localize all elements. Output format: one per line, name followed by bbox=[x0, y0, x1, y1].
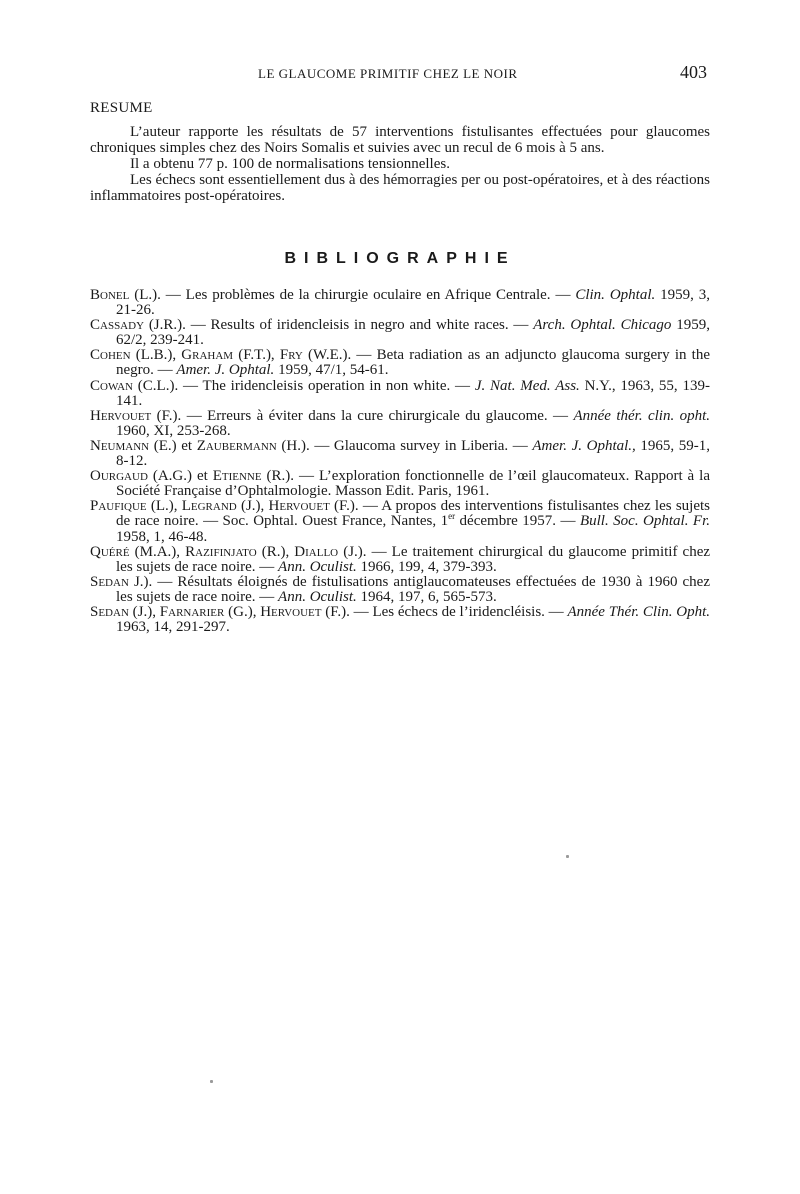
entry-initials: (J.), bbox=[236, 498, 269, 515]
entry-author: Zaubermann bbox=[196, 437, 277, 454]
entry-text: — Les échecs de l’iridencléisis. — bbox=[349, 603, 568, 620]
entry-initials: (E.) et bbox=[149, 437, 197, 454]
print-speck bbox=[210, 1080, 213, 1083]
entry-reference: 1960, XI, 253-268. bbox=[116, 422, 231, 439]
entry-reference: 1959, 47/1, 54-61. bbox=[274, 362, 389, 379]
entry-author: Hervouet bbox=[90, 407, 152, 424]
bibliography-entry bbox=[90, 469, 710, 499]
entry-journal: J. Nat. Med. Ass. bbox=[474, 377, 580, 394]
bibliography-entry bbox=[90, 499, 710, 544]
entry-initials: (R.), bbox=[256, 543, 295, 560]
bibliography-entry bbox=[90, 439, 710, 469]
entry-journal: Année Thér. Clin. Opht. bbox=[567, 603, 710, 620]
entry-author: Etienne bbox=[212, 468, 262, 485]
entry-journal: Amer. J. Ophtal. bbox=[176, 362, 275, 379]
entry-text: — Erreurs à éviter dans la cure chirurgicale du glaucome. — bbox=[181, 407, 574, 424]
bibliography-entry bbox=[90, 605, 710, 635]
print-speck bbox=[566, 855, 569, 858]
entry-reference: 1966, 199, 4, 379-393. bbox=[356, 558, 497, 575]
bibliography-entry bbox=[90, 379, 710, 409]
entry-initials: (R.). bbox=[261, 468, 295, 485]
resume-paragraph: L’auteur rapporte les résultats de 57 interventions fistulisantes effectuées pour glaucomes chroniques simples chez des Noirs Somalis et suivies avec un recul de 6 mois à 5 ans. bbox=[90, 124, 710, 156]
entry-text: — Results of iridencleisis in negro and white races. — bbox=[185, 317, 534, 334]
entry-initials: (J.R.). bbox=[144, 317, 186, 334]
entry-author: Fry bbox=[279, 347, 303, 364]
entry-author: Cassady bbox=[90, 317, 145, 334]
entry-reference: 1964, 197, 6, 565-573. bbox=[356, 588, 497, 605]
entry-author: Neumann bbox=[90, 437, 150, 454]
entry-initials: (A.G.) et bbox=[147, 468, 213, 485]
entry-initials: (J.). bbox=[338, 543, 367, 560]
entry-author: Paufique bbox=[90, 498, 147, 515]
entry-author: Razifinjato bbox=[185, 543, 257, 560]
entry-text: — A propos des interventions fistulisantes chez les sujets de race noire. — Soc. Ophtal. Ouest France, Nantes, 1 bbox=[116, 498, 710, 530]
bibliography-entry bbox=[90, 575, 710, 605]
entry-author: Farnarier bbox=[159, 603, 225, 620]
entry-initials: (L.B.), bbox=[130, 347, 182, 364]
entry-reference: 1958, 1, 46-48. bbox=[116, 528, 208, 545]
entry-reference: 1959, 62/2, 239-241. bbox=[116, 317, 710, 349]
entry-initials: (M.A.), bbox=[129, 543, 186, 560]
running-title: LE GLAUCOME PRIMITIF CHEZ LE NOIR bbox=[258, 66, 518, 81]
entry-author: Diallo bbox=[294, 543, 339, 560]
entry-text: — Résultats éloignés de fistulisations antiglaucomateuses effectuées de 1930 à 1960 chez les sujets de race noire. — bbox=[116, 573, 710, 605]
entry-journal: Clin. Ophtal. bbox=[575, 287, 656, 303]
entry-journal: Arch. Ophtal. Chicago bbox=[533, 317, 672, 334]
entry-author: Cowan bbox=[90, 377, 133, 394]
entry-superscript: er bbox=[448, 511, 456, 522]
entry-text: — Le traitement chirurgical du glaucome primitif chez les sujets de race noire. — bbox=[116, 543, 711, 575]
entry-author: Hervouet bbox=[260, 603, 322, 620]
page-number: 403 bbox=[680, 62, 707, 82]
entry-author: Ourgaud bbox=[90, 468, 148, 485]
resume-paragraph: Les échecs sont essentiellement dus à des hémorragies per ou post-opératoires, et à des réactions inflammatoires post-opératoires. bbox=[90, 172, 710, 204]
entry-initials: (H.). bbox=[276, 437, 310, 454]
entry-text: décembre 1957. — bbox=[455, 513, 580, 530]
entry-journal: Ann. Oculist. bbox=[278, 558, 357, 575]
entry-text: — Glaucoma survey in Liberia. — bbox=[309, 437, 533, 454]
bibliography-entry bbox=[90, 409, 710, 439]
entry-author: Graham bbox=[181, 347, 234, 364]
entry-initials: (L.). bbox=[129, 287, 161, 303]
bibliography-entry bbox=[90, 288, 710, 318]
entry-initials: (C.L.). bbox=[133, 377, 179, 394]
entry-author: Legrand bbox=[181, 498, 237, 515]
entry-author: Sedan bbox=[90, 573, 129, 590]
entry-reference: 1965, 59-1, 8-12. bbox=[116, 437, 711, 470]
entry-journal: Ann. Oculist. bbox=[278, 588, 357, 605]
entry-author: Quéré bbox=[90, 543, 130, 560]
entry-journal: Année thér. clin. opht. bbox=[573, 407, 711, 424]
entry-initials: J.). bbox=[128, 573, 153, 590]
entry-initials: (F.). bbox=[151, 407, 182, 424]
entry-author: Bonel bbox=[90, 287, 130, 303]
entry-journal: Amer. J. Ophtal., bbox=[532, 437, 636, 454]
bibliography-entry bbox=[90, 348, 710, 378]
entry-text: — Beta radiation as an adjuncto glaucoma surgery in the negro. — bbox=[116, 347, 710, 379]
entry-initials: (W.E.). bbox=[302, 347, 352, 364]
entry-initials: (F.). bbox=[329, 498, 359, 515]
entry-initials: (J.), bbox=[128, 603, 160, 620]
entry-reference: 1959, 3, 21-26. bbox=[116, 287, 711, 319]
entry-text: — Les problèmes de la chirurgie oculaire en Afrique Centrale. — bbox=[160, 287, 576, 303]
resume-heading: RESUME bbox=[90, 100, 153, 116]
entry-initials: (F.). bbox=[321, 603, 350, 620]
entry-journal: Bull. Soc. Ophtal. Fr. bbox=[579, 513, 710, 530]
entry-initials: (F.T.), bbox=[233, 347, 280, 364]
entry-author: Cohen bbox=[90, 347, 131, 364]
entry-reference: N.Y., 1963, 55, 139-141. bbox=[116, 377, 710, 409]
entry-author: Hervouet bbox=[268, 498, 330, 515]
resume-body bbox=[90, 124, 710, 204]
entry-text: — The iridencleisis operation in non white. — bbox=[178, 377, 475, 394]
bibliography-entry bbox=[90, 545, 710, 575]
entry-author: Sedan bbox=[90, 603, 129, 620]
entry-initials: (G.), bbox=[224, 603, 261, 620]
bibliography-heading: BIBLIOGRAPHIE bbox=[284, 250, 516, 267]
entry-reference: 1963, 14, 291-297. bbox=[116, 619, 230, 636]
resume-paragraph: Il a obtenu 77 p. 100 de normalisations tensionnelles. bbox=[130, 156, 450, 172]
bibliography-entry bbox=[90, 318, 710, 348]
entry-initials: (L.), bbox=[146, 498, 182, 515]
bibliography-list bbox=[90, 288, 710, 635]
entry-text: — L’exploration fonctionnelle de l’œil glaucomateux. Rapport à la Société Française d’Ophtalmologie. Masson Edit. Paris, 1961. bbox=[116, 468, 710, 500]
